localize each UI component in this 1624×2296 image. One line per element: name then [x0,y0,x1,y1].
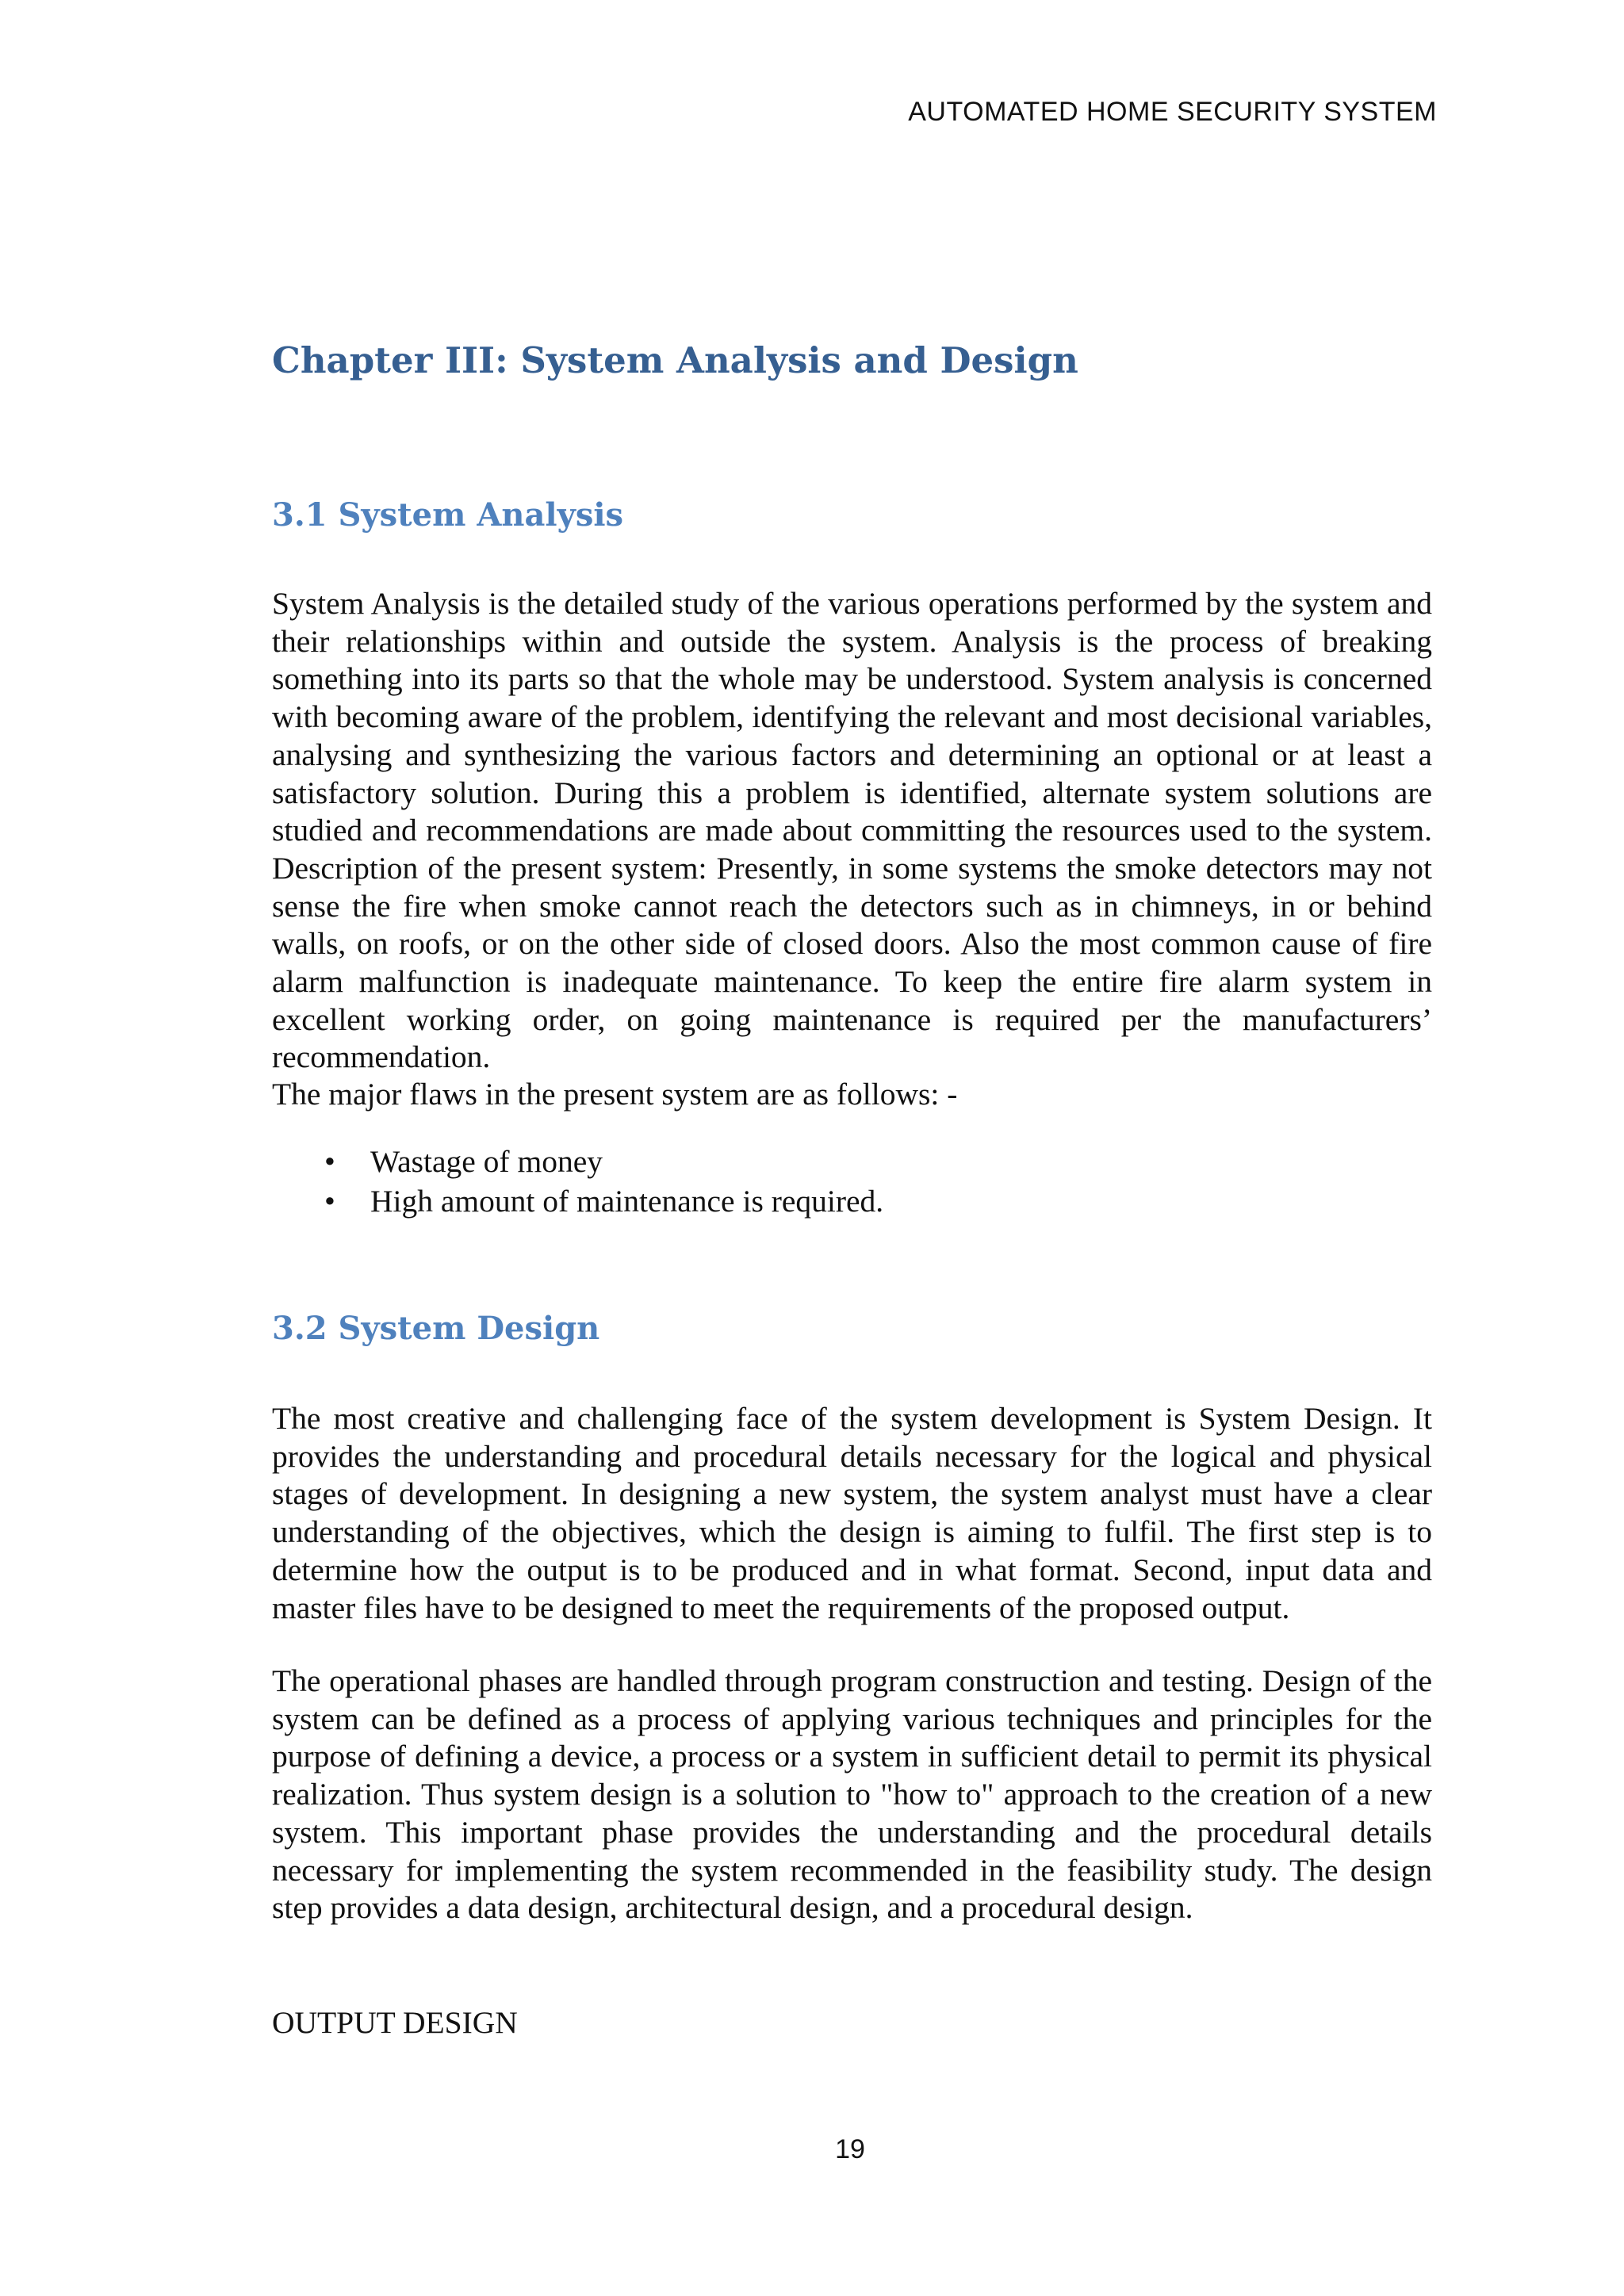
output-design-subheading: OUTPUT DESIGN [272,2005,518,2040]
section-heading-system-design: 3.2 System Design [272,1310,600,1347]
running-header: AUTOMATED HOME SECURITY SYSTEM [908,97,1437,127]
system-analysis-paragraph: System Analysis is the detailed study of the various operations performed by the system and their relationships within and outside the system. Analysis is the process of breaking something into its parts so that the whole may be understood. System analysis is concerned with becoming aware of the problem, identifying the relevant and most decisional variables, analysing and synthesizing the various factors and determining an optional or at least a satisfactory solution. During this a problem is identified, alternate system solutions are studied and recommendations are made about committing the resources used to the system. Description of the present system: Presently, in some systems the smoke detectors may not sense the fire when smoke cannot reach the detectors such as in chimneys, in or behind walls, on roofs, or on the other side of closed doors. Also the most common cause of fire alarm malfunction is inadequate maintenance. To keep the entire fire alarm system in excellent working order, on going maintenance is required per the manufacturers’ recommendation. [272,586,1432,1075]
page-number: 19 [835,2134,865,2164]
system-design-paragraph-2: The operational phases are handled through program construction and testing. Design of the system can be defined as a process of applying various techniques and principles for the purpose of defining a device, a process or a system in sufficient detail to permit its physical realization. Thus system design is a solution to "how to" approach to the creation of a new system. This important phase provides the understanding and the procedural details necessary for implementing the system recommended in the feasibility study. The design step provides a data design, architectural design, and a procedural design. [272,1663,1432,1926]
flaws-intro: The major flaws in the present system are as follows: - [272,1077,958,1112]
list-item-text: High amount of maintenance is required. [370,1184,884,1219]
system-design-paragraph-1: The most creative and challenging face of the system development is System Design. It provides the understanding and procedural details necessary for the logical and physical stages of development. In designing a new system, the system analyst must have a clear understanding of the objectives, which the design is aiming to fulfil. The first step is to determine how the output is to be produced and in what format. Second, input data and master files have to be designed to meet the requirements of the proposed output. [272,1401,1432,1625]
list-item [272,1142,883,1181]
bullet-icon: • [324,1144,335,1179]
bullet-icon: • [324,1184,335,1219]
section-heading-system-analysis: 3.1 System Analysis [272,496,624,534]
list-item-text: Wastage of money [370,1144,603,1179]
chapter-title: Chapter III: System Analysis and Design [272,339,1078,381]
list-item [272,1181,883,1221]
flaws-list [272,1142,883,1221]
